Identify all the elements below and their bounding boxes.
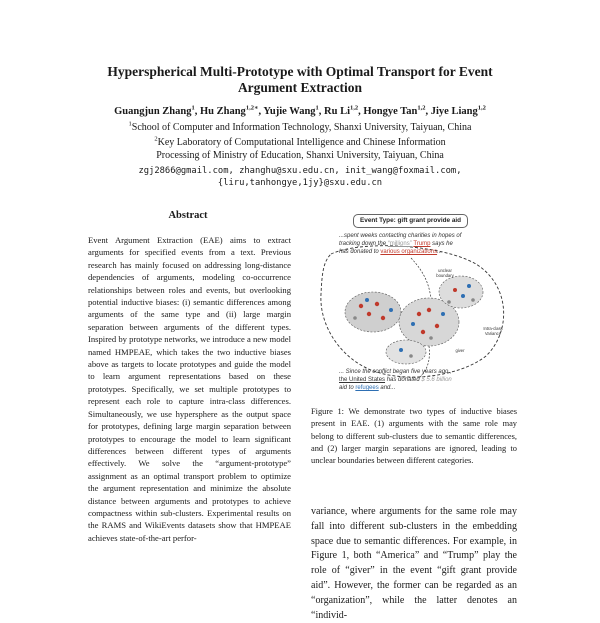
figure-text-top-line-3: has donated to various organizations... bbox=[339, 249, 443, 255]
author-affiliation-marker: 1,2 bbox=[350, 104, 359, 112]
point bbox=[453, 288, 457, 292]
author-affiliation-marker: 1 bbox=[315, 104, 319, 112]
author-separator: , bbox=[318, 106, 325, 117]
affiliation-1-marker: 1 bbox=[128, 120, 132, 128]
author-affiliation-marker: 1,2 bbox=[477, 104, 486, 112]
point bbox=[399, 348, 403, 352]
affiliation-1-text: School of Computer and Information Technology, Shanxi University, Taiyuan, China bbox=[131, 122, 472, 133]
point bbox=[353, 316, 357, 320]
affiliation-1 bbox=[40, 121, 560, 134]
abstract-body: Event Argument Extraction (EAE) aims to extract arguments for specified events from a text. Previous research has mainly focused on addressing long-distance dependencies of arguments, modeling co-occurrence relationships between roles and events, but overlooking potential inductive biases: (i) semantic differences among arguments of the same type and (ii) large margin separation between arguments of the different types. Inspired by prototype networks, we introduce a new model named HMPEAE, which takes the two inductive biases above as targets to locate prototypes and guide the model to learn argument representations based on these prototypes. Specifically, we set multiple prototypes to represent each role to capture intra-class differences. Simultaneously, we use hypersphere as the output space for prototypes, defining large margin separation between prototypes to encourage the model to learn significant differences between different types of arguments effectively. We solve the “argument-prototype” assignment as an optimal transport problem to optimize the argument representation and minimize the absolute distance between arguments and prototypes to achieve compactness within sub-clusters. Experimental results on the RAMS and WikiEvents datasets show that HMPEAE achieves state-of-the-art perfor- bbox=[88, 235, 291, 543]
author-name: Hongye Tan bbox=[363, 106, 418, 117]
point bbox=[359, 304, 363, 308]
point bbox=[381, 316, 385, 320]
point bbox=[429, 336, 433, 340]
author-separator: , bbox=[425, 106, 431, 117]
figure-text-top-line-1: ...spent weeks contacting charities in hopes of bbox=[339, 233, 462, 239]
intra-class-label: Intra-class Variance bbox=[483, 326, 503, 336]
author-name: Yujie Wang bbox=[263, 106, 316, 117]
point bbox=[461, 294, 465, 298]
figure-text-bottom-line-3: aid to refugees and... bbox=[339, 385, 396, 391]
point bbox=[471, 298, 475, 302]
figure-text-top-line-2: tracking down the “millions” Trump says he bbox=[339, 241, 453, 247]
figure-1-caption: Figure 1: We demonstrate two types of inductive biases present in EAE. (1) arguments with the same role may belong to different sub-clusters due to semantic differences, and (2) larger margin separations are ignored, leading to unclear boundaries between different categories. bbox=[311, 407, 517, 466]
affiliation-2-line-1: Key Laboratory of Computational Intelligence and Chinese Information bbox=[157, 137, 446, 148]
event-type-tag: Event Type: gift grant provide aid bbox=[353, 214, 468, 228]
point bbox=[367, 312, 371, 316]
author-separator: , bbox=[194, 106, 200, 117]
point bbox=[417, 312, 421, 316]
point bbox=[375, 302, 379, 306]
point bbox=[441, 312, 445, 316]
point bbox=[467, 284, 471, 288]
figure-text-top bbox=[339, 232, 461, 256]
author-list bbox=[40, 105, 560, 118]
affiliation-2-marker: 2 bbox=[154, 135, 158, 143]
author-affiliation-marker: 1,2∗ bbox=[245, 104, 259, 112]
unclear-boundary-label: unclear boundary bbox=[436, 268, 454, 278]
title-line-1: Hyperspherical Multi-Prototype with Optimal Transport for Event bbox=[107, 64, 493, 79]
abstract-heading: Abstract bbox=[168, 210, 208, 221]
cluster-blob-left bbox=[345, 292, 401, 332]
point bbox=[427, 308, 431, 312]
title-line-2: Argument Extraction bbox=[237, 80, 363, 95]
email-line-2: {liru,tanhongye,1jy}@sxu.edu.cn bbox=[217, 178, 383, 188]
affiliation-2 bbox=[40, 136, 560, 162]
figure-text-bottom-line-1: ... Since the conflict began five years ago , bbox=[339, 369, 452, 375]
email-block bbox=[40, 165, 560, 189]
point bbox=[435, 324, 439, 328]
author-affiliation-marker: 1 bbox=[191, 104, 195, 112]
point bbox=[411, 322, 415, 326]
point bbox=[365, 298, 369, 302]
author-affiliation-marker: 1,2 bbox=[417, 104, 426, 112]
figure-1 bbox=[311, 214, 516, 396]
point bbox=[421, 330, 425, 334]
author-name: Hu Zhang bbox=[199, 106, 246, 117]
author-name: Ru Li bbox=[324, 106, 351, 117]
author-separator: , bbox=[258, 106, 264, 117]
email-line-1: zgj2866@gmail.com, zhanghu@sxu.edu.cn, init_wang@foxmail.com, bbox=[138, 166, 462, 176]
figure-text-bottom bbox=[339, 368, 452, 392]
affiliation-2-line-2: Processing of Ministry of Education, Shanxi University, Taiyuan, China bbox=[156, 150, 444, 161]
cluster-blob-right bbox=[439, 276, 483, 308]
author-name: Jiye Liang bbox=[430, 106, 478, 117]
giver-label: giver bbox=[455, 348, 465, 353]
paper-title bbox=[40, 64, 560, 96]
cluster-blob-bottom bbox=[386, 340, 426, 364]
figure-text-bottom-line-2: the United States has donated $ 5.6 billion bbox=[339, 377, 452, 383]
point bbox=[409, 354, 413, 358]
author-separator: , bbox=[358, 106, 364, 117]
right-column-body: variance, where arguments for the same role may fall into different sub-clusters in the embedding space due to semantic differences. For example, in Figure 1, both “America” and “Trump” play the role of “giver” in the event “gift grant provide aid”. However, the former can be regarded as an “organization”, while the latter denotes an “individ- bbox=[311, 506, 517, 621]
arrow-top bbox=[411, 258, 431, 298]
author-name: Guangjun Zhang bbox=[114, 106, 192, 117]
point bbox=[447, 300, 451, 304]
point bbox=[389, 308, 393, 312]
